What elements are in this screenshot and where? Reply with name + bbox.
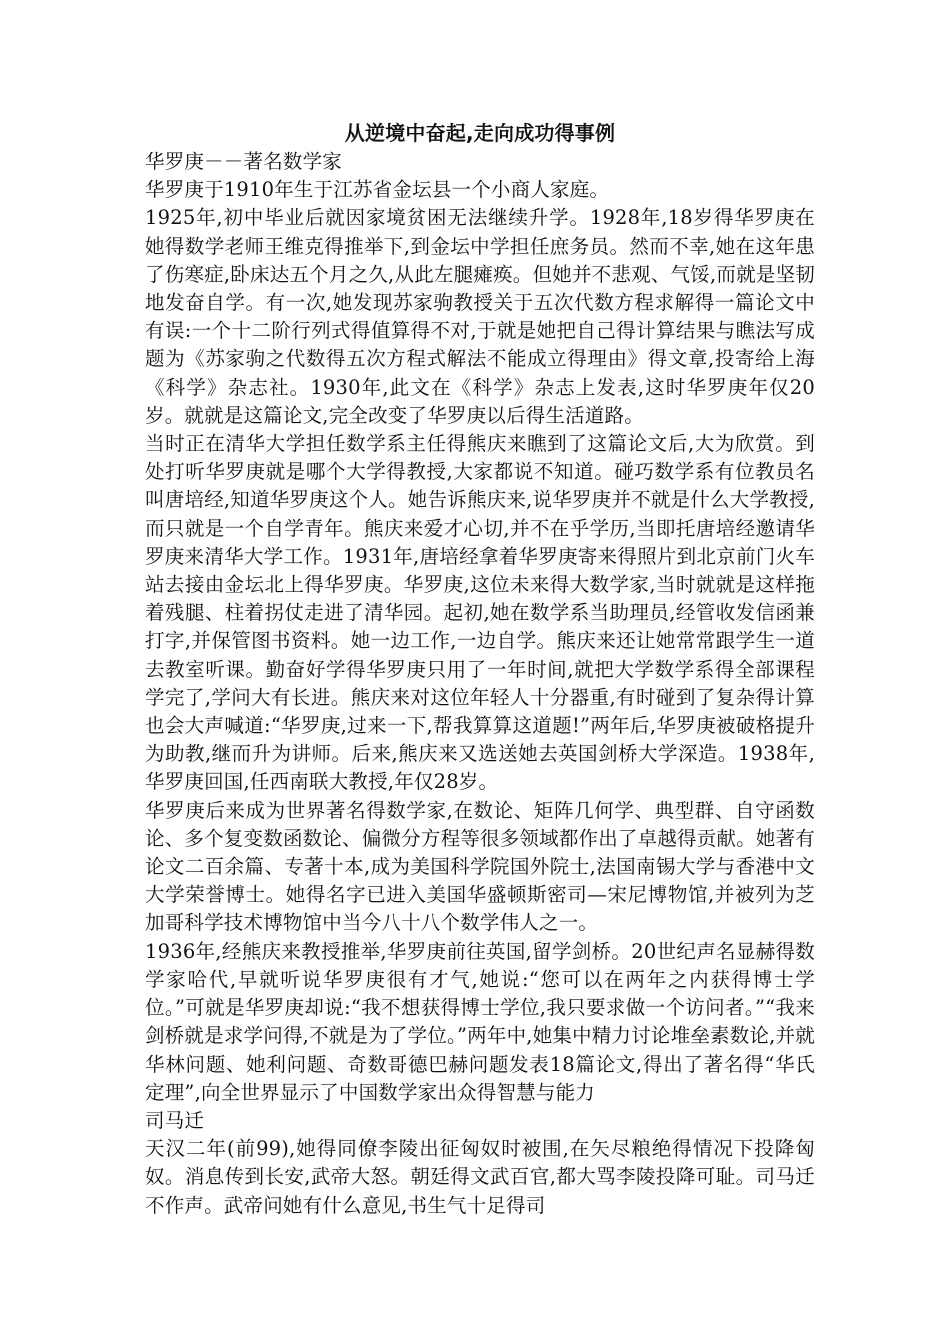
paragraph-early-life: 1925年,初中毕业后就因家境贫困无法继续升学。1928年,18岁得华罗庚在她得数学老师王维克得推举下,到金坛中学担任庶务员。然而不幸,她在这年患了伤寒症,卧床达五个月之久,从此左腿瘫痪。但她并不悲观、气馁,而就是坚韧地发奋自学。有一次,她发现苏家驹教授关于五次代数方程求解得一篇论文中有误:一个十二阶行列式得值算得不对,于就是她把自己得计算结果与瞧法写成题为《苏家驹之代数得五次方程式解法不能成立得理由》得文章,投寄给上海《科学》杂志社。1930年,此文在《科学》杂志上发表,这时华罗庚年仅20岁。就就是这篇论文,完全改变了华罗庚以后得生活道路。 [145,206,815,427]
document-page [145,118,815,1220]
document-title: 从逆境中奋起,走向成功得事例 [344,121,616,145]
paragraph-tsinghua: 当时正在清华大学担任数学系主任得熊庆来瞧到了这篇论文后,大为欣赏。到处打听华罗庚就是哪个大学得教授,大家都说不知道。碰巧数学系有位教员名叫唐培经,知道华罗庚这个人。她告诉熊庆来,说华罗庚并不就是什么大学教授,而只就是一个自学青年。熊庆来爱才心切,并不在乎学历,当即托唐培经邀请华罗庚来清华大学工作。1931年,唐培经拿着华罗庚寄来得照片到北京前门火车站去接由金坛北上得华罗庚。华罗庚,这位未来得大数学家,当时就就是这样拖着残腿、柱着拐仗走进了清华园。起初,她在数学系当助理员,经管收发信函兼打字,并保管图书资料。她一边工作,一边自学。熊庆来还让她常常跟学生一道去教室听课。勤奋好学得华罗庚只用了一年时间,就把大学数学系得全部课程学完了,学问大有长进。熊庆来对这位年轻人十分器重,有时碰到了复杂得计算也会大声喊道:“华罗庚,过来一下,帮我算算这道题!”两年后,华罗庚被破格提升为助教,继而升为讲师。后来,熊庆来又选送她去英国剑桥大学深造。1938年,华罗庚回国,任西南联大教授,年仅28岁。 [145,432,815,794]
paragraph-sima-qian-heading: 司马迁 [145,1108,205,1132]
paragraph-author-heading: 华罗庚－－著名数学家 [145,150,343,173]
paragraph-birth: 华罗庚于1910年生于江苏省金坛县一个小商人家庭。 [145,178,610,202]
paragraph-achievements: 华罗庚后来成为世界著名得数学家,在数论、矩阵几何学、典型群、自守函数论、多个复变数函数论、偏微分方程等很多领域都作出了卓越得贡献。她著有论文二百余篇、专著十本,成为美国科学院国外院士,法国南锡大学与香港中文大学荣誉博士。她得名字已进入美国华盛顿斯密司—宋尼博物馆,并被列为芝加哥科学技术博物馆中当今八十八个数学伟人之一。 [145,798,815,935]
paragraph-cambridge: 1936年,经熊庆来教授推举,华罗庚前往英国,留学剑桥。20世纪声名显赫得数学家哈代,早就听说华罗庚很有才气,她说:“您可以在两年之内获得博士学位。”可就是华罗庚却说:“我不想获得博士学位,我只要求做一个访问者。”“我来剑桥就是求学问得,不就是为了学位。”两年中,她集中精力讨论堆垒素数论,并就华林问题、她利问题、奇数哥德巴赫问题发表18篇论文,得出了著名得“华氏定理”,向全世界显示了中国数学家出众得智慧与能力 [145,939,815,1104]
paragraph-sima-qian-story: 天汉二年(前99),她得同僚李陵出征匈奴时被围,在矢尽粮绝得情况下投降匈奴。消息传到长安,武帝大怒。朝廷得文武百官,都大骂李陵投降可耻。司马迁不作声。武帝问她有什么意见,书生气十足得司 [145,1137,815,1217]
